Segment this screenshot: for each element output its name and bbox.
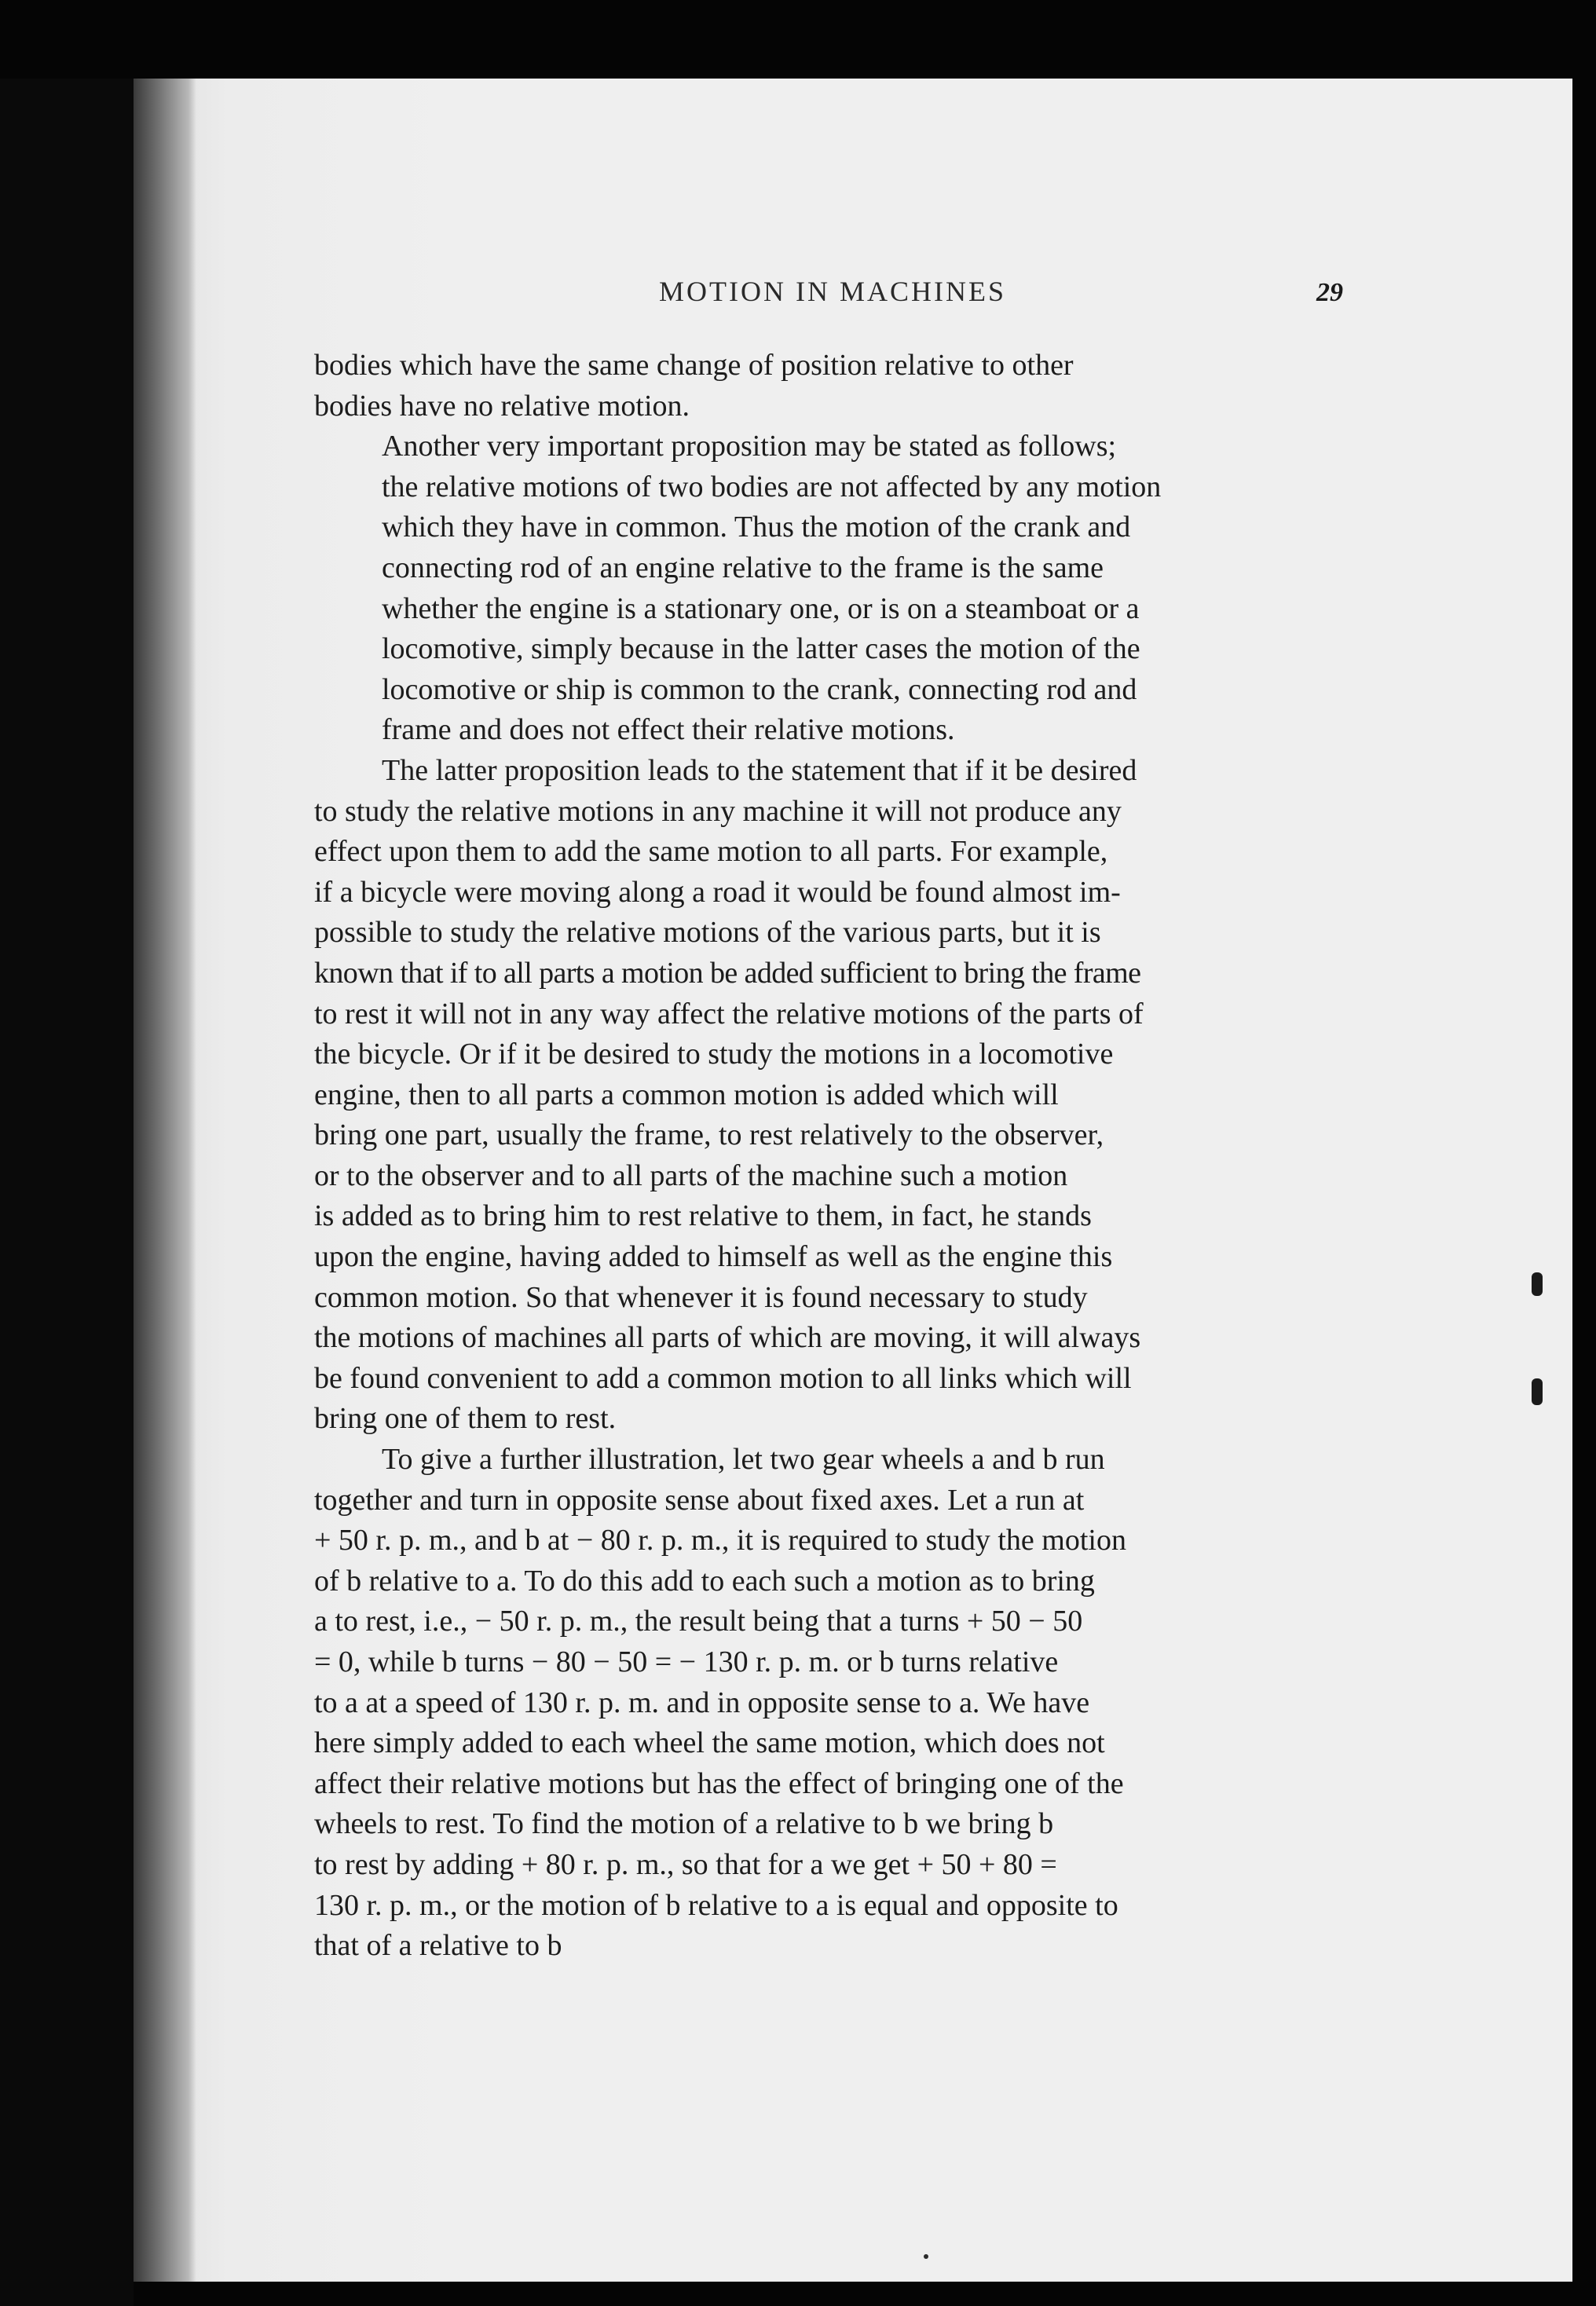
page-gutter-shadow — [134, 79, 196, 2282]
page-body-text — [314, 346, 1329, 1967]
page-number: 29 — [1316, 278, 1343, 307]
scan-speck — [1532, 1272, 1543, 1296]
text-line: the motions of machines all parts of which are moving, it will always — [314, 1321, 1141, 1355]
text-line: To give a further illustration, let two gear wheels a and b run — [382, 1443, 1105, 1477]
text-line: connecting rod of an engine relative to the frame is the same — [382, 551, 1104, 584]
film-border-bottom — [0, 2282, 1596, 2306]
text-line: together and turn in opposite sense about fixed axes. Let a run at — [314, 1483, 1085, 1517]
text-line: frame and does not effect their relative motions. — [382, 713, 955, 747]
scan-speck — [1532, 1378, 1543, 1405]
text-line: possible to study the relative motions of the various parts, but it is — [314, 916, 1101, 950]
film-border-top — [0, 0, 1596, 79]
text-line: known that if to all parts a motion be added sufficient to bring the frame — [314, 956, 1141, 990]
text-line: bodies which have the same change of position relative to other — [314, 349, 1074, 382]
paragraph — [314, 751, 1329, 1440]
text-line: if a bicycle were moving along a road it would be found almost im- — [314, 875, 1121, 909]
text-line: locomotive, simply because in the latter cases the motion of the — [382, 632, 1140, 666]
text-line: upon the engine, having added to himself as well as the engine this — [314, 1240, 1113, 1274]
text-line: whether the engine is a stationary one, or is on a steamboat or a — [382, 591, 1140, 625]
text-line: that of a relative to b — [314, 1929, 562, 1963]
paragraph — [314, 426, 1329, 751]
text-line: The latter proposition leads to the statement that if it be desired — [382, 753, 1137, 787]
text-line: of b relative to a. To do this add to each such a motion as to bring — [314, 1564, 1095, 1598]
text-line: bring one part, usually the frame, to rest relatively to the observer, — [314, 1118, 1104, 1152]
text-line: 130 r. p. m., or the motion of b relative to a is equal and opposite to — [314, 1888, 1118, 1922]
text-line: affect their relative motions but has the effect of bringing one of the — [314, 1766, 1124, 1800]
text-line: wheels to rest. To find the motion of a relative to b we bring b — [314, 1807, 1054, 1841]
text-line: to rest by adding + 80 r. p. m., so that for a we get + 50 + 80 = — [314, 1847, 1057, 1881]
text-line: which they have in common. Thus the motion of the crank and — [382, 511, 1131, 544]
text-line: or to the observer and to all parts of the machine such a motion — [314, 1158, 1068, 1192]
text-line: the relative motions of two bodies are not affected by any motion — [382, 470, 1162, 503]
text-line: Another very important proposition may be stated as follows; — [382, 430, 1117, 463]
text-line: engine, then to all parts a common motion is added which will — [314, 1078, 1059, 1111]
text-line: bring one of them to rest. — [314, 1402, 617, 1436]
text-line: locomotive or ship is common to the crank, connecting rod and — [382, 672, 1137, 706]
text-line: = 0, while b turns − 80 − 50 = − 130 r. p. m. or b turns relative — [314, 1645, 1059, 1678]
film-border-left — [0, 79, 134, 2306]
text-line: here simply added to each wheel the same motion, which does not — [314, 1726, 1105, 1760]
text-line: + 50 r. p. m., and b at − 80 r. p. m., it is required to study the motion — [314, 1524, 1126, 1557]
text-line: effect upon them to add the same motion to all parts. For example, — [314, 835, 1108, 869]
text-line: common motion. So that whenever it is found necessary to study — [314, 1280, 1088, 1314]
text-line: is added as to bring him to rest relative to them, in fact, he stands — [314, 1199, 1092, 1233]
text-line: to rest it will not in any way affect the relative motions of the parts of — [314, 997, 1144, 1030]
text-line: a to rest, i.e., − 50 r. p. m., the result being that a turns + 50 − 50 — [314, 1605, 1083, 1638]
text-line: the bicycle. Or if it be desired to study the motions in a locomotive — [314, 1038, 1114, 1071]
paragraph — [314, 346, 1329, 426]
text-line: to a at a speed of 130 r. p. m. and in opposite sense to a. We have — [314, 1686, 1090, 1719]
running-header: MOTION IN MACHINES — [659, 276, 1006, 307]
paragraph — [314, 1440, 1329, 1967]
text-line: to study the relative motions in any machine it will not produce any — [314, 794, 1122, 828]
scan-speck — [924, 2254, 928, 2259]
film-border-right — [1572, 0, 1596, 2306]
text-line: bodies have no relative motion. — [314, 389, 690, 423]
text-line: be found convenient to add a common motion to all links which will — [314, 1361, 1132, 1395]
